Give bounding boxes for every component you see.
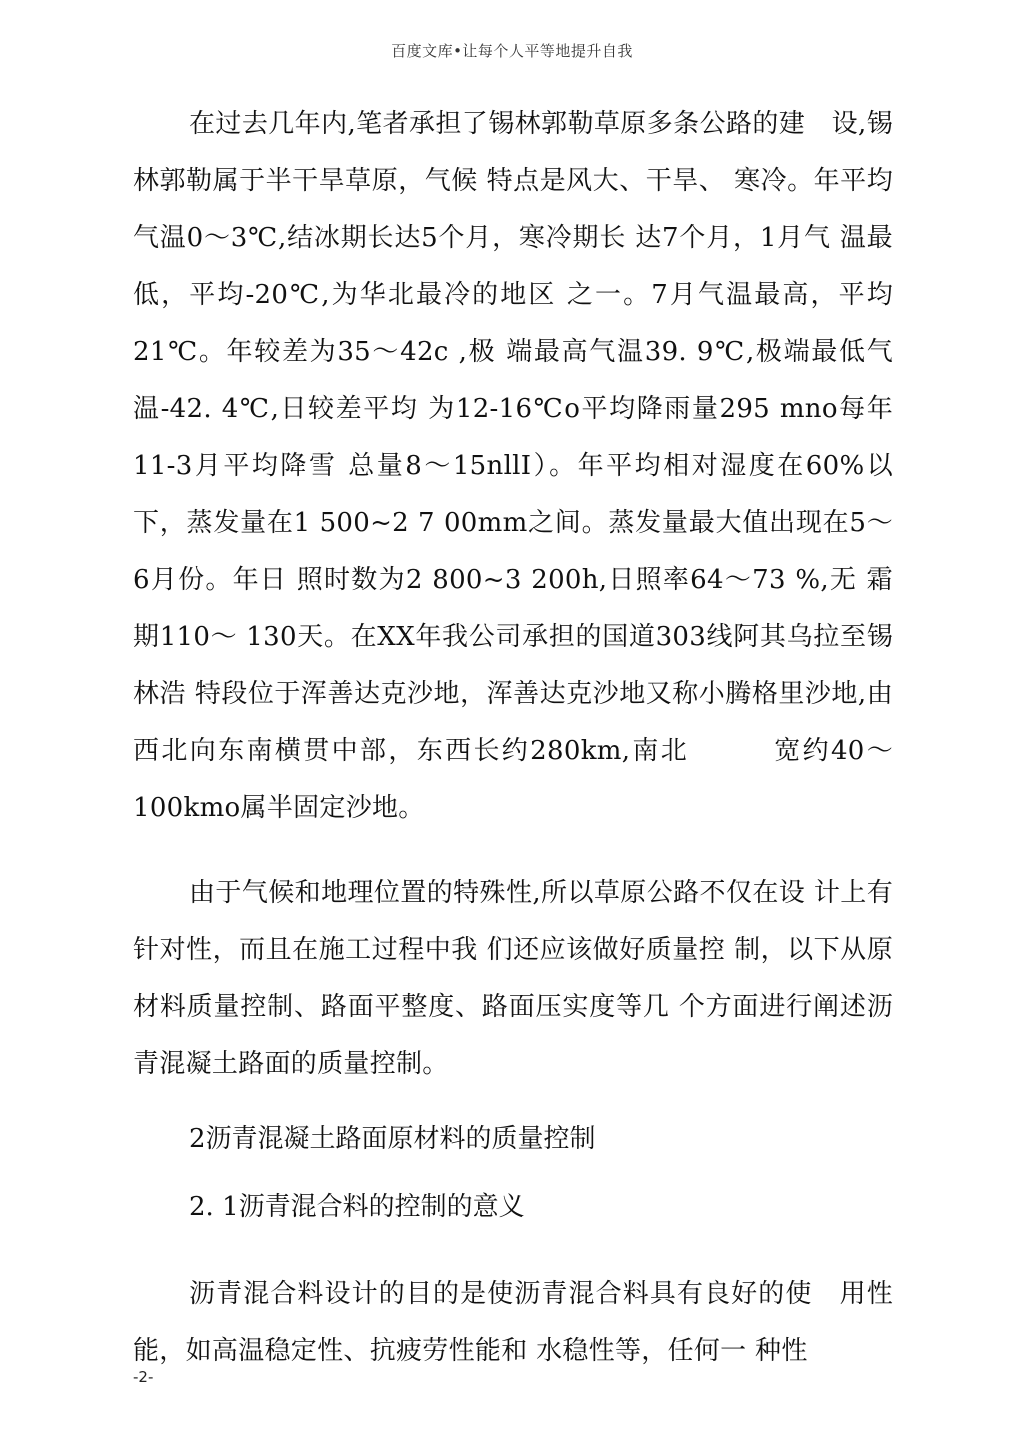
paragraph-quality-intro: 由于气候和地理位置的特殊性,所以草原公路不仅在设 计上有针对性，而且在施工过程中我 们还应该做好质量控 制，以下从原材料质量控制、路面平整度、路面压实度等几 个方面进行阐述沥青混凝土路面的质量控制。 <box>133 878 893 1079</box>
paragraph-mix-design: 沥青混合料设计的目的是使沥青混合料具有良好的使 用性能，如高温稳定性、抗疲劳性能和 水稳性等，任何一 种性 <box>133 1279 893 1366</box>
section-heading: 2沥青混凝土路面原材料的质量控制 <box>189 1124 596 1154</box>
document-body <box>133 96 893 1380</box>
document-header: 百度文库•让每个人平等地提升自我 <box>391 42 633 60</box>
page-number: -2- <box>133 1368 154 1386</box>
subsection-heading: 2. 1沥青混合料的控制的意义 <box>189 1192 525 1222</box>
paragraph-climate: 在过去几年内,笔者承担了锡林郭勒草原多条公路的建 设,锡林郭勒属于半干旱草原，气候 特点是风大、干旱、 寒冷。年平均气温0〜3℃,结冰期长达5个月，寒冷期长 达7个月，1月气 温最低，平均-20℃,为华北最冷的地区 之一。7月气温最高，平均21℃。年较差为35〜42c ,极 端最高气温39. 9℃,极端最低气温-42. 4℃,日较差平均 为12-16℃o平均降雨量295 mno每年11-3月平均降雪 总量8〜15nllI）。年平均相对湿度在60%以下，蒸发量在1 500~2 7 00mm之间。蒸发量最大值出现在5〜6月份。年日 照时数为2 800~3 200h,日照率64〜73 %,无 霜期110〜 130天。在XX年我公司承担的国道303线阿其乌拉至锡林浩 特段位于浑善达克沙地，浑善达克沙地又称小腾格里沙地,由西北向东南横贯中部，东西长约280km,南北 宽约40〜100kmo属半固定沙地。 <box>133 109 893 823</box>
